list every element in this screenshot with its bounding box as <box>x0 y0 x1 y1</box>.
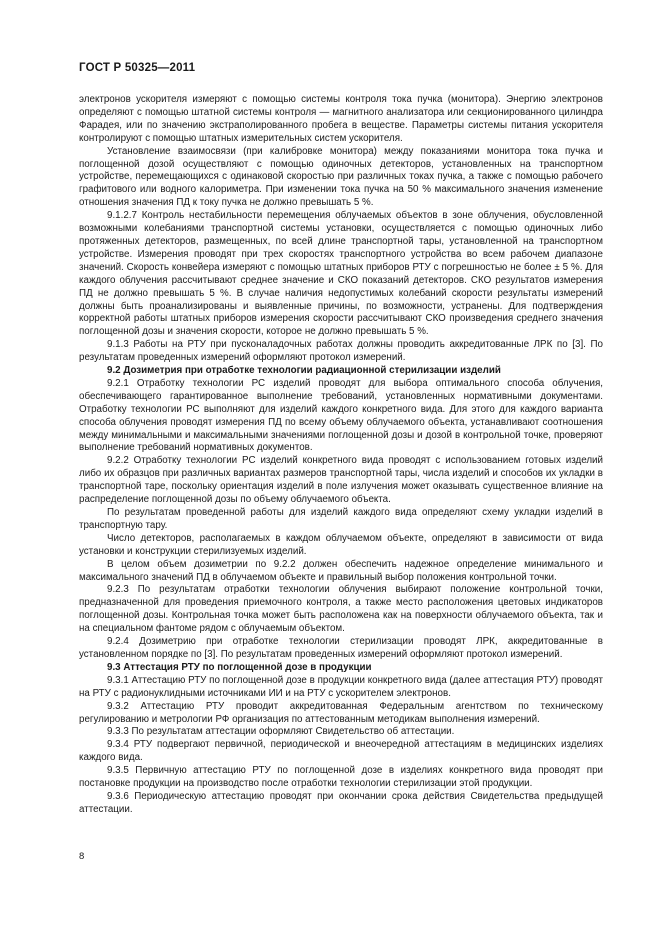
paragraph-9-1-3: 9.1.3 Работы на РТУ при пусконаладочных работах должны проводить аккредитованные ЛРК по [3]. По результатам проведенных измерений оформляют протокол измерений. <box>79 339 603 364</box>
paragraph-9-2-4: 9.2.4 Дозиметрию при отработке технологии стерилизации проводят ЛРК, аккредитованные в установленном порядке по [3]. По результатам проведенных измерений оформляют протокол измерений. <box>79 636 603 660</box>
paragraph-9-3-2: 9.3.2 Аттестацию РТУ проводит аккредитованная Федеральным агентством по техническому регулированию и метрологии РФ организация по аттестованным методикам выполнения измерений. <box>79 700 603 725</box>
paragraph-continuation: электронов ускорителя измеряют с помощью системы контроля тока пучка (монитора). Энергию электронов определяют с помощью штатной системы контроля — магнитного анализатора или секционированного цилиндра Фарадея, или по значению экстраполированного пробега в веществе. Параметры системы питания ускорителя контролируют с помощью штатных измерительных систем ускорителя. <box>79 94 603 144</box>
paragraph-9-3-1: 9.3.1 Аттестацию РТУ по поглощенной дозе в продукции конкретного вида (далее аттестация РТУ) проводят на РТУ с радионуклидными источниками ИИ и на РТУ с ускорителем электронов. <box>79 674 603 699</box>
paragraph-9-3-6: 9.3.6 Периодическую аттестацию проводят при окончании срока действия Свидетельства предыдущей аттестации. <box>79 790 603 815</box>
paragraph: По результатам проведенной работы для изделий каждого вида определяют схему укладки изделий в транспортную тару. <box>79 507 603 531</box>
paragraph-9-2-2: 9.2.2 Отработку технологии РС изделий конкретного вида проводят с использованием готовых изделий либо их образцов при различных вариантах размеров транспортной тары, числа изделий и способов их укладки в транспортной таре, поскольку ориентация изделий в поле излучения может оказывать существенное влияние на распределение поглощенной дозы по объему облучаемого объекта. <box>79 455 603 506</box>
paragraph-9-1-2-7: 9.1.2.7 Контроль нестабильности перемещения облучаемых объектов в зоне облучения, обусловленной возможными колебаниями транспортной системы установки, осуществляется с помощью одиночных либо протяженных детекторов, размещенных, по всей длине транспортной тары, установленной на транспортном устройстве. Измерения проводят при трех скоростях транспортного устройства во всем рабочем диапазоне значений. Скорость конвейера измеряют с помощью штатных приборов РТУ с погрешностью не более ± 5 %. Для каждого облучения рассчитывают среднее значение и СКО показаний детекторов. СКО результатов измерения ПД не должно превышать 5 %. В случае наличия недопустимых колебаний скорости результаты измерений должны быть проанализированы и выявленные причины, по возможности, устранены. Для подтверждения корректной работы штатных приборов измерения скорости рассчитывают СКО произведения среднего значения поглощенной дозы и значения скорости, которое не должно превышать 5 %. <box>79 210 603 338</box>
section-heading-9-2: 9.2 Дозиметрия при отработке технологии радиационной стерилизации изделий <box>107 365 501 377</box>
body-text <box>79 94 603 817</box>
paragraph-9-2-1: 9.2.1 Отработку технологии РС изделий проводят для выбора оптимального способа облучения, обеспечивающего гарантированное выполнение требований, установленных нормативными документами. Отработку технологии РС выполняют для изделий каждого конкретного вида. Для этого для каждого варианта способа облучения проводят измерения ПД по всему объему облучаемого объекта, устанавливают соотношения между минимальными и максимальными значениями поглощенной дозы и дозой в контрольной точке, проверяют выполнение требований нормативных документов. <box>79 377 603 454</box>
section-heading-9-3: 9.3 Аттестация РТУ по поглощенной дозе в продукции <box>107 661 372 673</box>
paragraph-9-3-4: 9.3.4 РТУ подвергают первичной, периодической и внеочередной аттестациям в медицинских изделиях каждого вида. <box>79 739 603 764</box>
paragraph: Число детекторов, располагаемых в каждом облучаемом объекте, определяют в зависимости от вида установки и конструкции стерилизуемых изделий. <box>79 532 603 557</box>
paragraph-9-2-3: 9.2.3 По результатам отработки технологии облучения выбирают положение контрольной точки, предназначенной для проведения приемочного контроля, а также место расположения цветовых индикаторов поглощенной дозы. Контрольная точка может быть расположена как на поверхности облучаемого объекта, так и на специальном фантоме рядом с облучаемым объектом. <box>79 584 603 635</box>
paragraph-9-3-5: 9.3.5 Первичную аттестацию РТУ по поглощенной дозе в изделиях конкретного вида проводят при постановке продукции на производство после отработки технологии стерилизации этой продукции. <box>79 765 603 790</box>
paragraph: В целом объем дозиметрии по 9.2.2 должен обеспечить надежное определение минимального и максимального значений ПД в облучаемом объекте и правильный выбор положения контрольной точки. <box>79 558 603 583</box>
page-number: 8 <box>79 851 85 862</box>
paragraph: Установление взаимосвязи (при калибровке монитора) между показаниями монитора тока пучка и поглощенной дозой осуществляют с помощью одиночных детекторов, установленных на транспортном устройстве, перемещающихся с одинаковой скоростью при различных токах пучка, а также с помощью рабочего графитового или водного калориметра. При изменении тока пучка на 50 % максимального значения изменение отношения значения ПД к току пучка не должно превышать 5 %. <box>79 145 603 209</box>
paragraph-9-3-3: 9.3.3 По результатам аттестации оформляют Свидетельство об аттестации. <box>107 726 455 738</box>
standard-designation: ГОСТ Р 50325—2011 <box>79 62 196 74</box>
